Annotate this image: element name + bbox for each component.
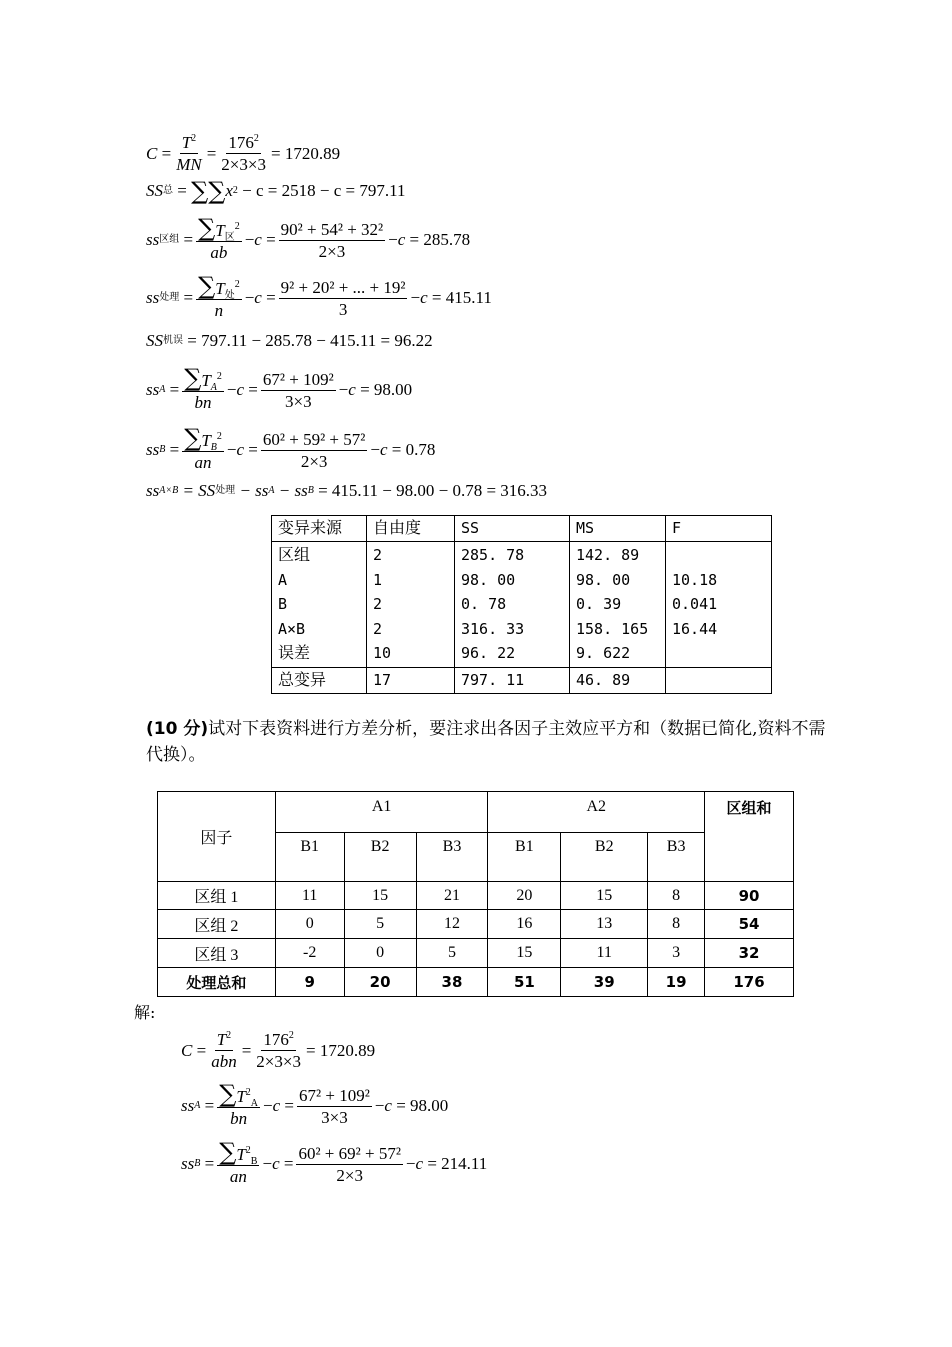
anova-header-ss: SS (455, 516, 570, 542)
anova-total-label: 总变异 (272, 667, 367, 693)
cell: 3 (648, 939, 705, 968)
anova-ms-cell: 0. 39 (576, 595, 622, 614)
anova-ss-cell: 96. 22 (461, 644, 516, 663)
header-b: B1 (488, 833, 561, 882)
row-label: 区组 3 (158, 939, 276, 968)
anova-f-cell: 16.44 (672, 619, 718, 638)
row-sum: 54 (705, 910, 794, 939)
eq-ss-block: ss 区组 = $\frac{\sum T_区^2}{ab}$ − c = $\frac{\text{90² + 54² + 32²}}{2\times 3}$ − c = 285.78 (146, 214, 471, 262)
total-cell: 19 (648, 968, 705, 997)
header-a1: A1 (275, 792, 488, 833)
anova-header-df: 自由度 (367, 516, 455, 542)
cell: 12 (416, 910, 488, 939)
row-label: 区组 1 (158, 882, 276, 910)
data-table (157, 791, 794, 997)
anova-df-cell: 2 (373, 546, 383, 564)
cell: 0 (275, 910, 344, 939)
solution-eq-ss-b: ss B = $\frac{\sum T^2_B}{an}$ − c = $\frac{\text{60² + 69² + 57²}}{2\times 3}$ − c = 214.11 (181, 1138, 488, 1186)
table-row (158, 882, 794, 910)
anova-ss-cell: 316. 33 (461, 619, 525, 638)
anova-col-ss (455, 542, 570, 668)
cell: -2 (275, 939, 344, 968)
factor-label: 因子 (158, 792, 276, 882)
total-cell: 9 (275, 968, 344, 997)
total-cell: 39 (561, 968, 648, 997)
cell: 20 (488, 882, 561, 910)
anova-df-cell: 2 (373, 619, 383, 638)
anova-header-row (272, 516, 772, 542)
anova-header-f: F (666, 516, 772, 542)
total-cell: 20 (344, 968, 416, 997)
cell: 5 (344, 910, 416, 939)
header-block-sum: 区组和 (705, 792, 794, 882)
cell: 11 (561, 939, 648, 968)
eq-ss-a: ss A = $\frac{\sum T_A^2}{bn}$ − c = $\frac{\text{67² + 109²}}{3\times 3}$ − c = 98.00 (146, 364, 413, 412)
anova-col-df (367, 542, 455, 668)
cell: 8 (648, 882, 705, 910)
anova-ss-cell: 285. 78 (461, 546, 525, 564)
row-label: 区组 2 (158, 910, 276, 939)
data-header-row-1 (158, 792, 794, 833)
table-row (158, 939, 794, 968)
header-b: B2 (344, 833, 416, 882)
question-points: (10 分) (146, 719, 209, 739)
anova-source-cell: 误差 (278, 643, 311, 663)
cell: 16 (488, 910, 561, 939)
cell: 8 (648, 910, 705, 939)
anova-ms-cell: 158. 165 (576, 619, 649, 638)
cell: 5 (416, 939, 488, 968)
row-sum: 90 (705, 882, 794, 910)
question-body: 试对下表资料进行方差分析，要注求出各因子主效应平方和（数据已简化,资料不需代换）。 (146, 719, 826, 765)
eq-ss-b: ss B = $\frac{\sum T_B^2}{an}$ − c = $\frac{\text{60² + 59² + 57²}}{2\times 3}$ − c = 0.78 (146, 424, 436, 472)
anova-ss-cell: 0. 78 (461, 595, 507, 614)
anova-col-ms (570, 542, 666, 668)
eq-ss-error: SS 机误 = 797.11 − 285.78 − 415.11 = 96.22 (146, 331, 433, 350)
solution-eq-c: C = $\frac{T^2}{\text{abn}}$ = $\frac{176^2}{2\times 3\times 3}$ = 1720.89 (181, 1030, 376, 1071)
solution-label: 解: (134, 1003, 156, 1022)
solution-eq-ss-a: ss A = $\frac{\sum T^2_A}{bn}$ − c = $\frac{\text{67² + 109²}}{3\times 3}$ − c = 98.00 (181, 1080, 449, 1128)
anova-header-ms: MS (570, 516, 666, 542)
anova-col-f (666, 542, 772, 668)
anova-total-ss: 797. 11 (455, 667, 570, 693)
cell: 13 (561, 910, 648, 939)
anova-total-df: 17 (367, 667, 455, 693)
anova-ms-cell: 9. 622 (576, 644, 631, 663)
anova-df-cell: 10 (373, 644, 392, 663)
eq-ss-total: SS 总 = ∑∑ x 2 − c = 2518 − c = 797.11 (146, 177, 406, 205)
table-row (158, 910, 794, 939)
anova-f-cell (672, 543, 765, 568)
header-b: B1 (275, 833, 344, 882)
cell: 15 (561, 882, 648, 910)
anova-f-cell: 10.18 (672, 570, 718, 589)
total-label: 处理总和 (158, 968, 276, 997)
cell: 0 (344, 939, 416, 968)
anova-total-f (666, 667, 772, 693)
cell: 15 (344, 882, 416, 910)
anova-df-cell: 2 (373, 595, 383, 614)
anova-body (272, 542, 772, 668)
total-row (158, 968, 794, 997)
anova-source-cell: B (278, 595, 288, 614)
anova-total-ms: 46. 89 (570, 667, 666, 693)
header-b: B3 (416, 833, 488, 882)
anova-ms-cell: 142. 89 (576, 546, 640, 564)
total-cell: 51 (488, 968, 561, 997)
question-text (146, 716, 826, 768)
anova-df-cell: 1 (373, 570, 383, 589)
header-a2: A2 (488, 792, 705, 833)
anova-f-cell (672, 641, 765, 666)
anova-ms-cell: 98. 00 (576, 570, 631, 589)
anova-header-source: 变异来源 (272, 516, 367, 542)
header-b: B3 (648, 833, 705, 882)
anova-source-cell: A×B (278, 619, 306, 638)
grand-total: 176 (705, 968, 794, 997)
header-b: B2 (561, 833, 648, 882)
anova-source-cell: A (278, 570, 288, 589)
anova-col-source (272, 542, 367, 668)
anova-source-cell: 区组 (278, 545, 311, 564)
row-sum: 32 (705, 939, 794, 968)
cell: 11 (275, 882, 344, 910)
eq-ss-interaction: ss A×B = SS 处理 − ss A − ss B = 415.11 − 98.00 − 0.78 = 316.33 (146, 481, 548, 500)
anova-ss-cell: 98. 00 (461, 570, 516, 589)
anova-f-cell: 0.041 (672, 595, 718, 614)
eq-correction-term: C = $\frac{T^2}{MN}$ = $\frac{176^2}{2\times 3\times 3}$ = 1720.89 (146, 133, 341, 174)
cell: 21 (416, 882, 488, 910)
cell: 15 (488, 939, 561, 968)
total-cell: 38 (416, 968, 488, 997)
anova-table (271, 515, 772, 694)
anova-total-row (272, 667, 772, 693)
eq-ss-treatment: ss 处理 = $\frac{\sum T_处^2}{n}$ − c = $\frac{\text{9² + 20² + ... + 19²}}{3}$ − c = 415.11 (146, 272, 492, 320)
